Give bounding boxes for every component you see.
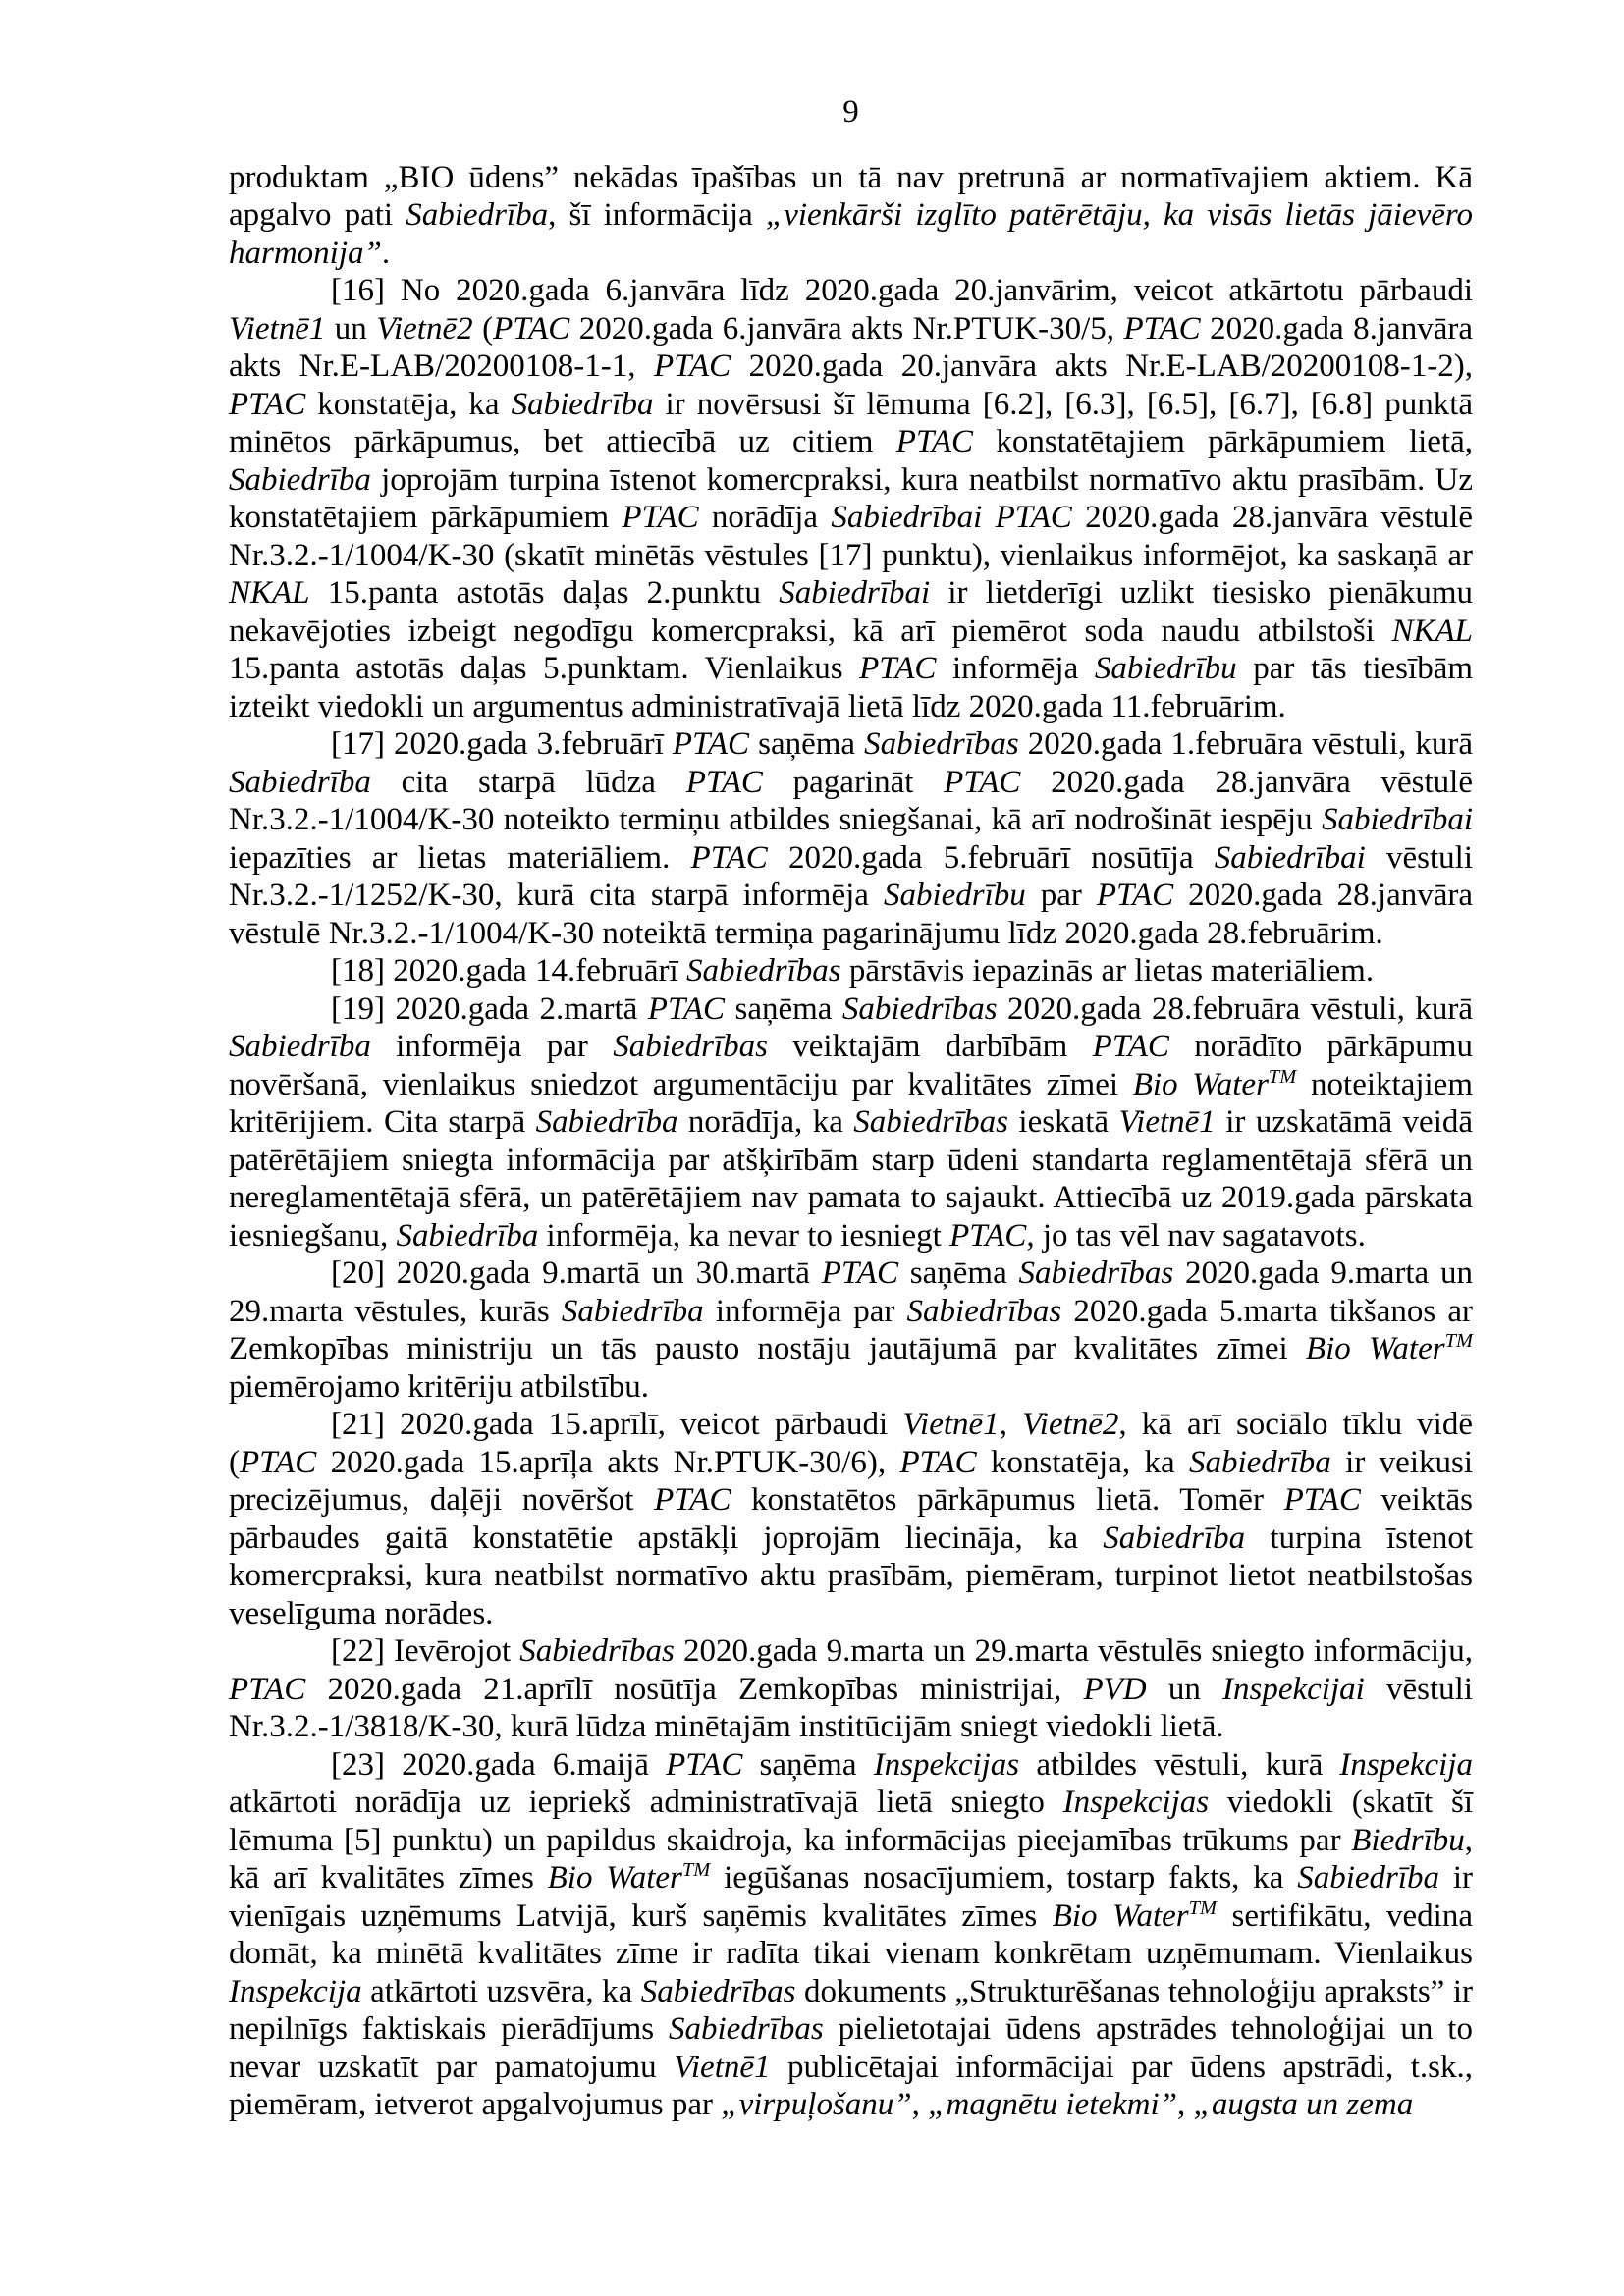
text-run: 2020.gada 9.marta un 29.marta vēstulēs sniegto informāciju, [674,1633,1474,1669]
text-run: [17] 2020.gada 3.februārī [331,726,673,762]
text-run: 2020.gada 6.janvāra akts Nr.PTUK-30/5, [569,310,1124,347]
text-run: 15.panta astotās daļas 5.punktam. Vienlaikus [229,651,860,686]
text-run: vēstuli Nr.3.2.-1/3818/K-30, kurā lūdza minētajām institūcijām sniegt viedokli lietā. [229,1671,1474,1744]
emphasis-text-run: PTAC [899,1444,977,1480]
emphasis-text-run: Sabiedrības [853,1104,1008,1140]
emphasis-text-run: „vienkārši izglīto patērētāju, ka visās lietās jāievēro harmonija” [229,197,1474,271]
text-run: konstatētajiem pārkāpumiem lietā, [973,424,1473,459]
emphasis-text-run: „virpuļošanu” [721,2087,912,2122]
text-run: veiktās pārbaudes gaitā konstatētie apstākļi joprojām liecināja, ka [229,1482,1474,1556]
text-run: atkārtoti uzsvēra, ka [361,1973,641,2009]
emphasis-text-run: Vietnē1 [902,1407,1000,1442]
text-run: . [381,235,391,271]
text-run: , [1177,2087,1194,2122]
emphasis-text-run: PVD [1083,1671,1147,1707]
text-run: un [1146,1671,1223,1707]
paragraph [229,1255,1473,1406]
emphasis-text-run: PTAC [685,764,763,800]
emphasis-text-run: Sabiedrībai [1214,839,1366,876]
text-run: konstatētos pārkāpumus lietā. Tomēr [731,1482,1284,1518]
text-run: publicētajai informācijai par ūdens apstrādi, t.sk., piemēram, ietverot apgalvojumus par [229,2049,1474,2122]
emphasis-text-run: PTAC [493,310,570,347]
emphasis-text-run: PTAC [821,1255,898,1291]
emphasis-text-run: Sabiedrības [841,990,998,1027]
emphasis-text-run: Sabiedrībai [779,575,931,611]
text-run: 2020.gada 1.februāra vēstuli, kurā [1018,726,1474,762]
emphasis-text-run: Sabiedrības [1018,1255,1174,1291]
text-run: norādīja, ka [677,1104,854,1140]
emphasis-text-run: Sabiedrības [906,1293,1062,1329]
emphasis-text-run: PTAC [672,726,750,762]
text-run: informēja par [703,1293,907,1329]
emphasis-text-run: TM [1268,1065,1297,1088]
text-run: informēja, ka nevar to iesniegt [538,1217,950,1254]
text-run: 2020.gada 15.aprīļa akts Nr.PTUK-30/6), [316,1444,900,1480]
text-run: 2020.gada 21.aprīlī nosūtīja Zemkopības ministrijai, [305,1671,1084,1707]
text-run: 2020.gada 28.janvāra vēstulē Nr.3.2.-1/1004/K-30 (skatīt minētās vēstules [17] punktu), vienlaikus informējot, ka saskaņā ar [229,500,1473,573]
emphasis-text-run: PTAC [229,386,306,422]
emphasis-text-run: PTAC [1283,1482,1361,1518]
text-run: par [1025,878,1097,913]
text-run: ( [472,310,494,347]
text-run: 15.panta astotās daļas 2.punktu [309,575,780,611]
text-run: joprojām turpina īstenot komercpraksi, kura neatbilst normatīvo aktu prasībām. Uz konstatētajiem pārkāpumiem [229,461,1473,535]
text-run: konstatēja, ka [976,1444,1189,1480]
text-run: 2020.gada 5.februārī nosūtīja [767,839,1215,876]
text-run: norādīja [698,500,832,535]
emphasis-text-run: Sabiedrības [864,726,1019,762]
text-run: vēstuli Nr.3.2.-1/1252/K-30, kurā cita starpā informēja [229,839,1473,913]
emphasis-text-run: PTAC [654,1482,731,1518]
text-run: turpina īstenot komercpraksi, kura neatbilst normatīvo aktu prasībām, piemēram, turpinot lietot neatbilstošas veselīguma norādes. [229,1520,1473,1631]
paragraph [229,952,1473,990]
emphasis-text-run: PTAC [1092,1029,1169,1064]
text-run: produktam „BIO ūdens” nekādas īpašības un tā nav pretrunā ar normatīvajiem aktiem. Kā apgalvo pati [229,159,1473,233]
emphasis-text-run: Vietnē2 [1022,1407,1119,1442]
emphasis-text-run: Sabiedrība [229,1029,371,1064]
emphasis-text-run: PTAC [895,424,974,459]
emphasis-text-run: Inspekcijai [1222,1671,1365,1707]
text-run: pagarināt [762,764,945,800]
text-run: atkārtoti norādīja uz iepriekš administratīvajā lietā sniegto [229,1785,1063,1820]
text-run: par tās tiesībām izteikt viedokli un argumentus administratīvajā lietā līdz 2020.gada 11.februārim. [229,651,1474,724]
paragraph [229,725,1473,952]
emphasis-text-run: PTAC [859,651,937,686]
text-run: [23] 2020.gada 6.maijā [331,1746,667,1783]
emphasis-text-run: Sabiedrības [613,1029,768,1064]
document-body [229,159,1473,2124]
text-run: un [325,310,377,347]
emphasis-text-run: Sabiedrība [396,1217,539,1254]
emphasis-text-run: Sabiedrība [406,197,549,233]
text-run: 2020.gada 8.janvāra akts Nr.E-LAB/20200108-1-1, [229,310,1473,384]
emphasis-text-run: Bio Water [1305,1331,1445,1366]
text-run: ieskatā [1007,1104,1119,1140]
emphasis-text-run: Sabiedrība [229,764,371,800]
text-run: ir uzskatāmā veidā patērētājiem sniegta informācija par atšķirībām starp ūdeni standarta reglamentētajā sfērā un nereglamentētajā sfērā, un patērētājiem nav pamata to sajaukt. Attiecībā uz 2019.gada pārskata iesniegšanu, [229,1104,1474,1254]
emphasis-text-run: Bio Water [547,1860,682,1896]
text-run: ir veikusi precizējumus, daļēji novēršot [229,1444,1474,1518]
text-run: pārstāvis iepazinās ar lietas materiāliem. [840,953,1375,988]
emphasis-text-run: Vietnē1 [1118,1104,1216,1140]
text-run: [16] No 2020.gada 6.janvāra līdz 2020.gada 20.janvārim, veicot atkārtotu pārbaudi [331,273,1473,308]
text-run: 2020.gada 5.marta tikšanos ar Zemkopības ministriju un tās pausto nostāju jautājumā par kvalitātes zīmei [229,1293,1474,1366]
text-run: , [911,2087,929,2122]
emphasis-text-run: Bio Water [1132,1066,1269,1102]
text-run: cita starpā lūdza [370,764,686,800]
emphasis-text-run: Sabiedrības [640,1973,796,2009]
emphasis-text-run: Inspekcijas [1062,1785,1210,1820]
text-run: , jo tas vēl nav sagatavots. [1026,1217,1366,1254]
text-run: pielietotajai ūdens apstrādes tehnoloģijai un to nevar uzskatīt par pamatojumu [229,2011,1473,2085]
emphasis-text-run: Sabiedrība [535,1104,678,1140]
emphasis-text-run: Sabiedrību [1094,651,1237,686]
text-column [229,93,1473,2124]
text-run: saņēma [742,1746,874,1783]
emphasis-text-run: Sabiedrība [1188,1444,1331,1480]
text-run: [18] 2020.gada 14.februārī [331,953,686,988]
text-run: informēja par [370,1029,614,1064]
text-run: iegūšanas nosacījumiem, tostarp fakts, ka [710,1860,1298,1896]
text-run: piemērojamo kritēriju atbilstību. [229,1368,649,1405]
text-run: informēja [936,651,1095,686]
text-run: [20] 2020.gada 9.martā un 30.martā [331,1255,822,1291]
text-run: [22] Ievērojot [331,1633,520,1669]
emphasis-text-run: PTAC [229,1671,306,1707]
text-run: [19] 2020.gada 2.martā [331,990,648,1027]
paragraph [229,1406,1473,1632]
emphasis-text-run: PTAC [666,1746,743,1783]
text-run: iepazīties ar lietas materiāliem. [229,839,691,876]
text-run: veiktajām darbībām [767,1029,1093,1064]
emphasis-text-run: PTAC [622,500,699,535]
emphasis-text-run: Biedrību [1351,1822,1465,1858]
emphasis-text-run: TM [681,1859,711,1881]
emphasis-text-run: Sabiedrība [511,386,654,422]
emphasis-text-run: Sabiedrības [685,953,841,988]
page-number: 9 [842,94,859,130]
emphasis-text-run: „augsta un zema [1193,2087,1414,2122]
paragraph [229,159,1473,273]
text-run: konstatēja, ka [305,386,512,422]
text-run: 2020.gada 20.janvāra akts Nr.E-LAB/20200108-1-2), [731,348,1474,384]
emphasis-text-run: PTAC [240,1444,317,1480]
text-run: 2020.gada 9.marta un 29.marta vēstules, kurās [229,1255,1474,1329]
emphasis-text-run: Sabiedrība [229,461,371,498]
text-run: norādīto pārkāpumu novēršanā, vienlaikus sniedzot argumentāciju par kvalitātes zīmei [229,1029,1473,1102]
text-run: , šī informācija [548,197,766,233]
emphasis-text-run: Inspekcija [229,1973,362,2009]
text-run: saņēma [897,1255,1019,1291]
emphasis-text-run: Bio Water [1052,1897,1189,1934]
text-run: ir vienīgais uzņēmums Latvijā, kurš saņēmis kvalitātes zīmes [229,1860,1473,1934]
emphasis-text-run: Sabiedrības [669,2011,824,2047]
emphasis-text-run: Sabiedrība [1297,1860,1440,1896]
emphasis-text-run: NKAL [1391,613,1473,649]
emphasis-text-run: Vietnē2 [376,310,473,347]
text-run: 2020.gada 28.janvāra vēstulē Nr.3.2.-1/1004/K-30 noteiktā termiņa pagarinājumu līdz 2020.gada 28.februārim. [229,878,1473,951]
emphasis-text-run: PTAC [949,1217,1027,1254]
paragraph [229,1746,1473,2124]
text-run: , [999,1407,1023,1442]
text-run: 2020.gada 28.janvāra vēstulē Nr.3.2.-1/1004/K-30 noteikto termiņu atbildes sniegšanai, kā arī nodrošināt iespēju [229,764,1473,837]
text-run: ir lietderīgi uzlikt tiesisko pienākumu nekavējoties izbeigt negodīgu komercpraksi, kā arī piemērot soda naudu atbilstoši [229,575,1473,649]
emphasis-text-run: PTAC [1123,310,1201,347]
emphasis-text-run: Sabiedrība [1103,1520,1246,1556]
text-run: 2020.gada 28.februāra vēstuli, kurā [997,990,1473,1027]
text-run: ir novērsusi šī lēmuma [6.2], [6.3], [6.5], [6.7], [6.8] punktā minētos pārkāpumus, bet attiecībā uz citiem [229,386,1474,459]
emphasis-text-run: PTAC [690,839,768,876]
emphasis-text-run: Sabiedrība [561,1293,704,1329]
paragraph [229,1632,1473,1746]
emphasis-text-run: Sabiedrības [519,1633,675,1669]
paragraph [229,272,1473,725]
emphasis-text-run: TM [1444,1330,1474,1352]
emphasis-text-run: Sabiedrībai PTAC [831,500,1072,535]
text-run: sertifikātu, vedina domāt, ka minētā kvalitātes zīme ir radīta tikai vienam konkrētam uzņēmumam. Vienlaikus [229,1897,1473,1971]
emphasis-text-run: Sabiedrībai [1322,802,1473,837]
text-run: atbildes vēstuli, kurā [1019,1746,1340,1783]
emphasis-text-run: NKAL [229,575,310,611]
text-run: viedokli (skatīt šī lēmuma [5] punktu) un papildus skaidroja, ka informācijas pieejamības trūkums par [229,1785,1473,1858]
text-run: noteiktajiem kritērijiem. Cita starpā [229,1066,1474,1140]
text-run: dokuments „Strukturēšanas tehnoloģiju apraksts” ir nepilnīgs faktiskais pierādījums [229,1973,1473,2047]
emphasis-text-run: TM [1188,1896,1218,1919]
text-run: , kā arī sociālo tīklu vidē ( [229,1407,1473,1480]
text-run: saņēma [725,990,842,1027]
emphasis-text-run: Sabiedrību [883,878,1026,913]
text-run: [21] 2020.gada 15.aprīlī, veicot pārbaudi [331,1407,903,1442]
emphasis-text-run: PTAC [944,764,1021,800]
text-run: , kā arī kvalitātes zīmes [229,1822,1473,1896]
emphasis-text-run: Inspekcijas [873,1746,1020,1783]
emphasis-text-run: „magnētu ietekmi” [928,2087,1178,2122]
emphasis-text-run: Vietnē1 [674,2049,771,2085]
emphasis-text-run: PTAC [1096,878,1174,913]
emphasis-text-run: Inspekcija [1339,1746,1474,1783]
emphasis-text-run: Vietnē1 [229,310,326,347]
paragraph [229,990,1473,1255]
text-run: saņēma [749,726,865,762]
emphasis-text-run: PTAC [653,348,731,384]
emphasis-text-run: PTAC [647,990,726,1027]
